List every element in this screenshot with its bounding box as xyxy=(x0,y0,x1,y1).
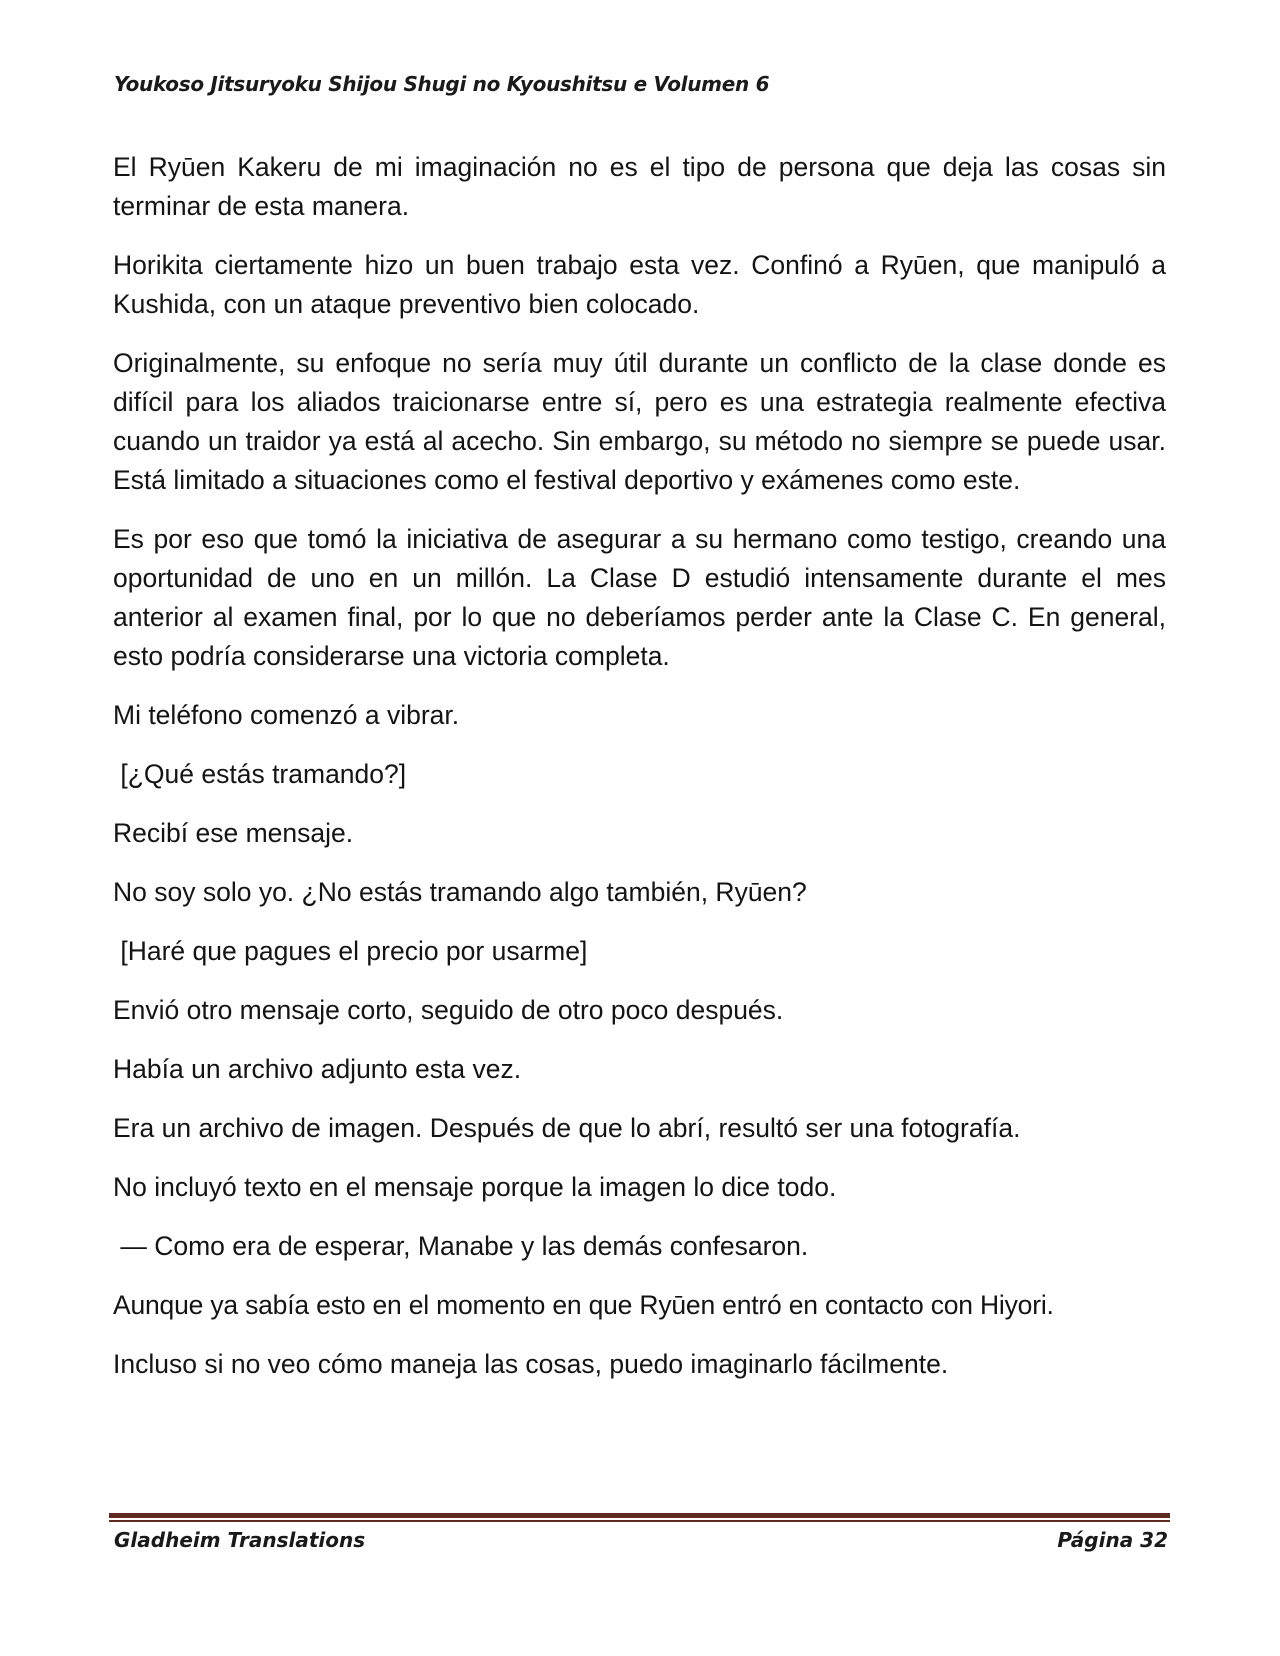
paragraph: Es por eso que tomó la iniciativa de asegurar a su hermano como testigo, creando una oportunidad de uno en un millón. La Clase D estudió intensamente durante el mes anterior al examen final, por lo que no deberíamos perder ante la Clase C. En general, esto podría considerarse una victoria completa. xyxy=(113,524,1166,671)
paragraph: Originalmente, su enfoque no sería muy útil durante un conflicto de la clase donde es difícil para los aliados traicionarse entre sí, pero es una estrategia realmente efectiva cuando un traidor ya está al acecho. Sin embargo, su método no siempre se puede usar. Está limitado a situaciones como el festival deportivo y exámenes como este. xyxy=(113,348,1166,495)
paragraph: No incluyó texto en el mensaje porque la imagen lo dice todo. xyxy=(113,1172,837,1202)
footer-divider-thin xyxy=(109,1520,1170,1522)
paragraph: Aunque ya sabía esto en el momento en que Ryūen entró en contacto con Hiyori. xyxy=(113,1290,1054,1320)
footer-divider xyxy=(109,1513,1170,1522)
paragraph: Había un archivo adjunto esta vez. xyxy=(113,1054,522,1084)
paragraph: Incluso si no veo cómo maneja las cosas, puedo imaginarlo fácilmente. xyxy=(113,1349,949,1379)
running-header: Youkoso Jitsuryoku Shijou Shugi no Kyoushitsu e Volumen 6 xyxy=(114,72,770,96)
paragraph: Horikita ciertamente hizo un buen trabajo esta vez. Confinó a Ryūen, que manipuló a Kushida, con un ataque preventivo bien colocado. xyxy=(113,250,1166,319)
footer-divider-thick xyxy=(109,1513,1170,1518)
paragraph: Recibí ese mensaje. xyxy=(113,818,354,848)
page-number: Página 32 xyxy=(1057,1528,1168,1552)
paragraph: Era un archivo de imagen. Después de que lo abrí, resultó ser una fotografía. xyxy=(113,1113,1021,1143)
body-text xyxy=(113,148,1166,1404)
paragraph: — Como era de esperar, Manabe y las demás confesaron. xyxy=(113,1231,809,1261)
message-line: [¿Qué estás tramando?] xyxy=(113,759,407,789)
footer-credit: Gladheim Translations xyxy=(114,1528,366,1552)
paragraph: El Ryūen Kakeru de mi imaginación no es el tipo de persona que deja las cosas sin terminar de esta manera. xyxy=(113,152,1166,221)
paragraph: Envió otro mensaje corto, seguido de otro poco después. xyxy=(113,995,784,1025)
message-line: [Haré que pagues el precio por usarme] xyxy=(113,936,588,966)
paragraph: Mi teléfono comenzó a vibrar. xyxy=(113,700,460,730)
paragraph: No soy solo yo. ¿No estás tramando algo también, Ryūen? xyxy=(113,877,807,907)
